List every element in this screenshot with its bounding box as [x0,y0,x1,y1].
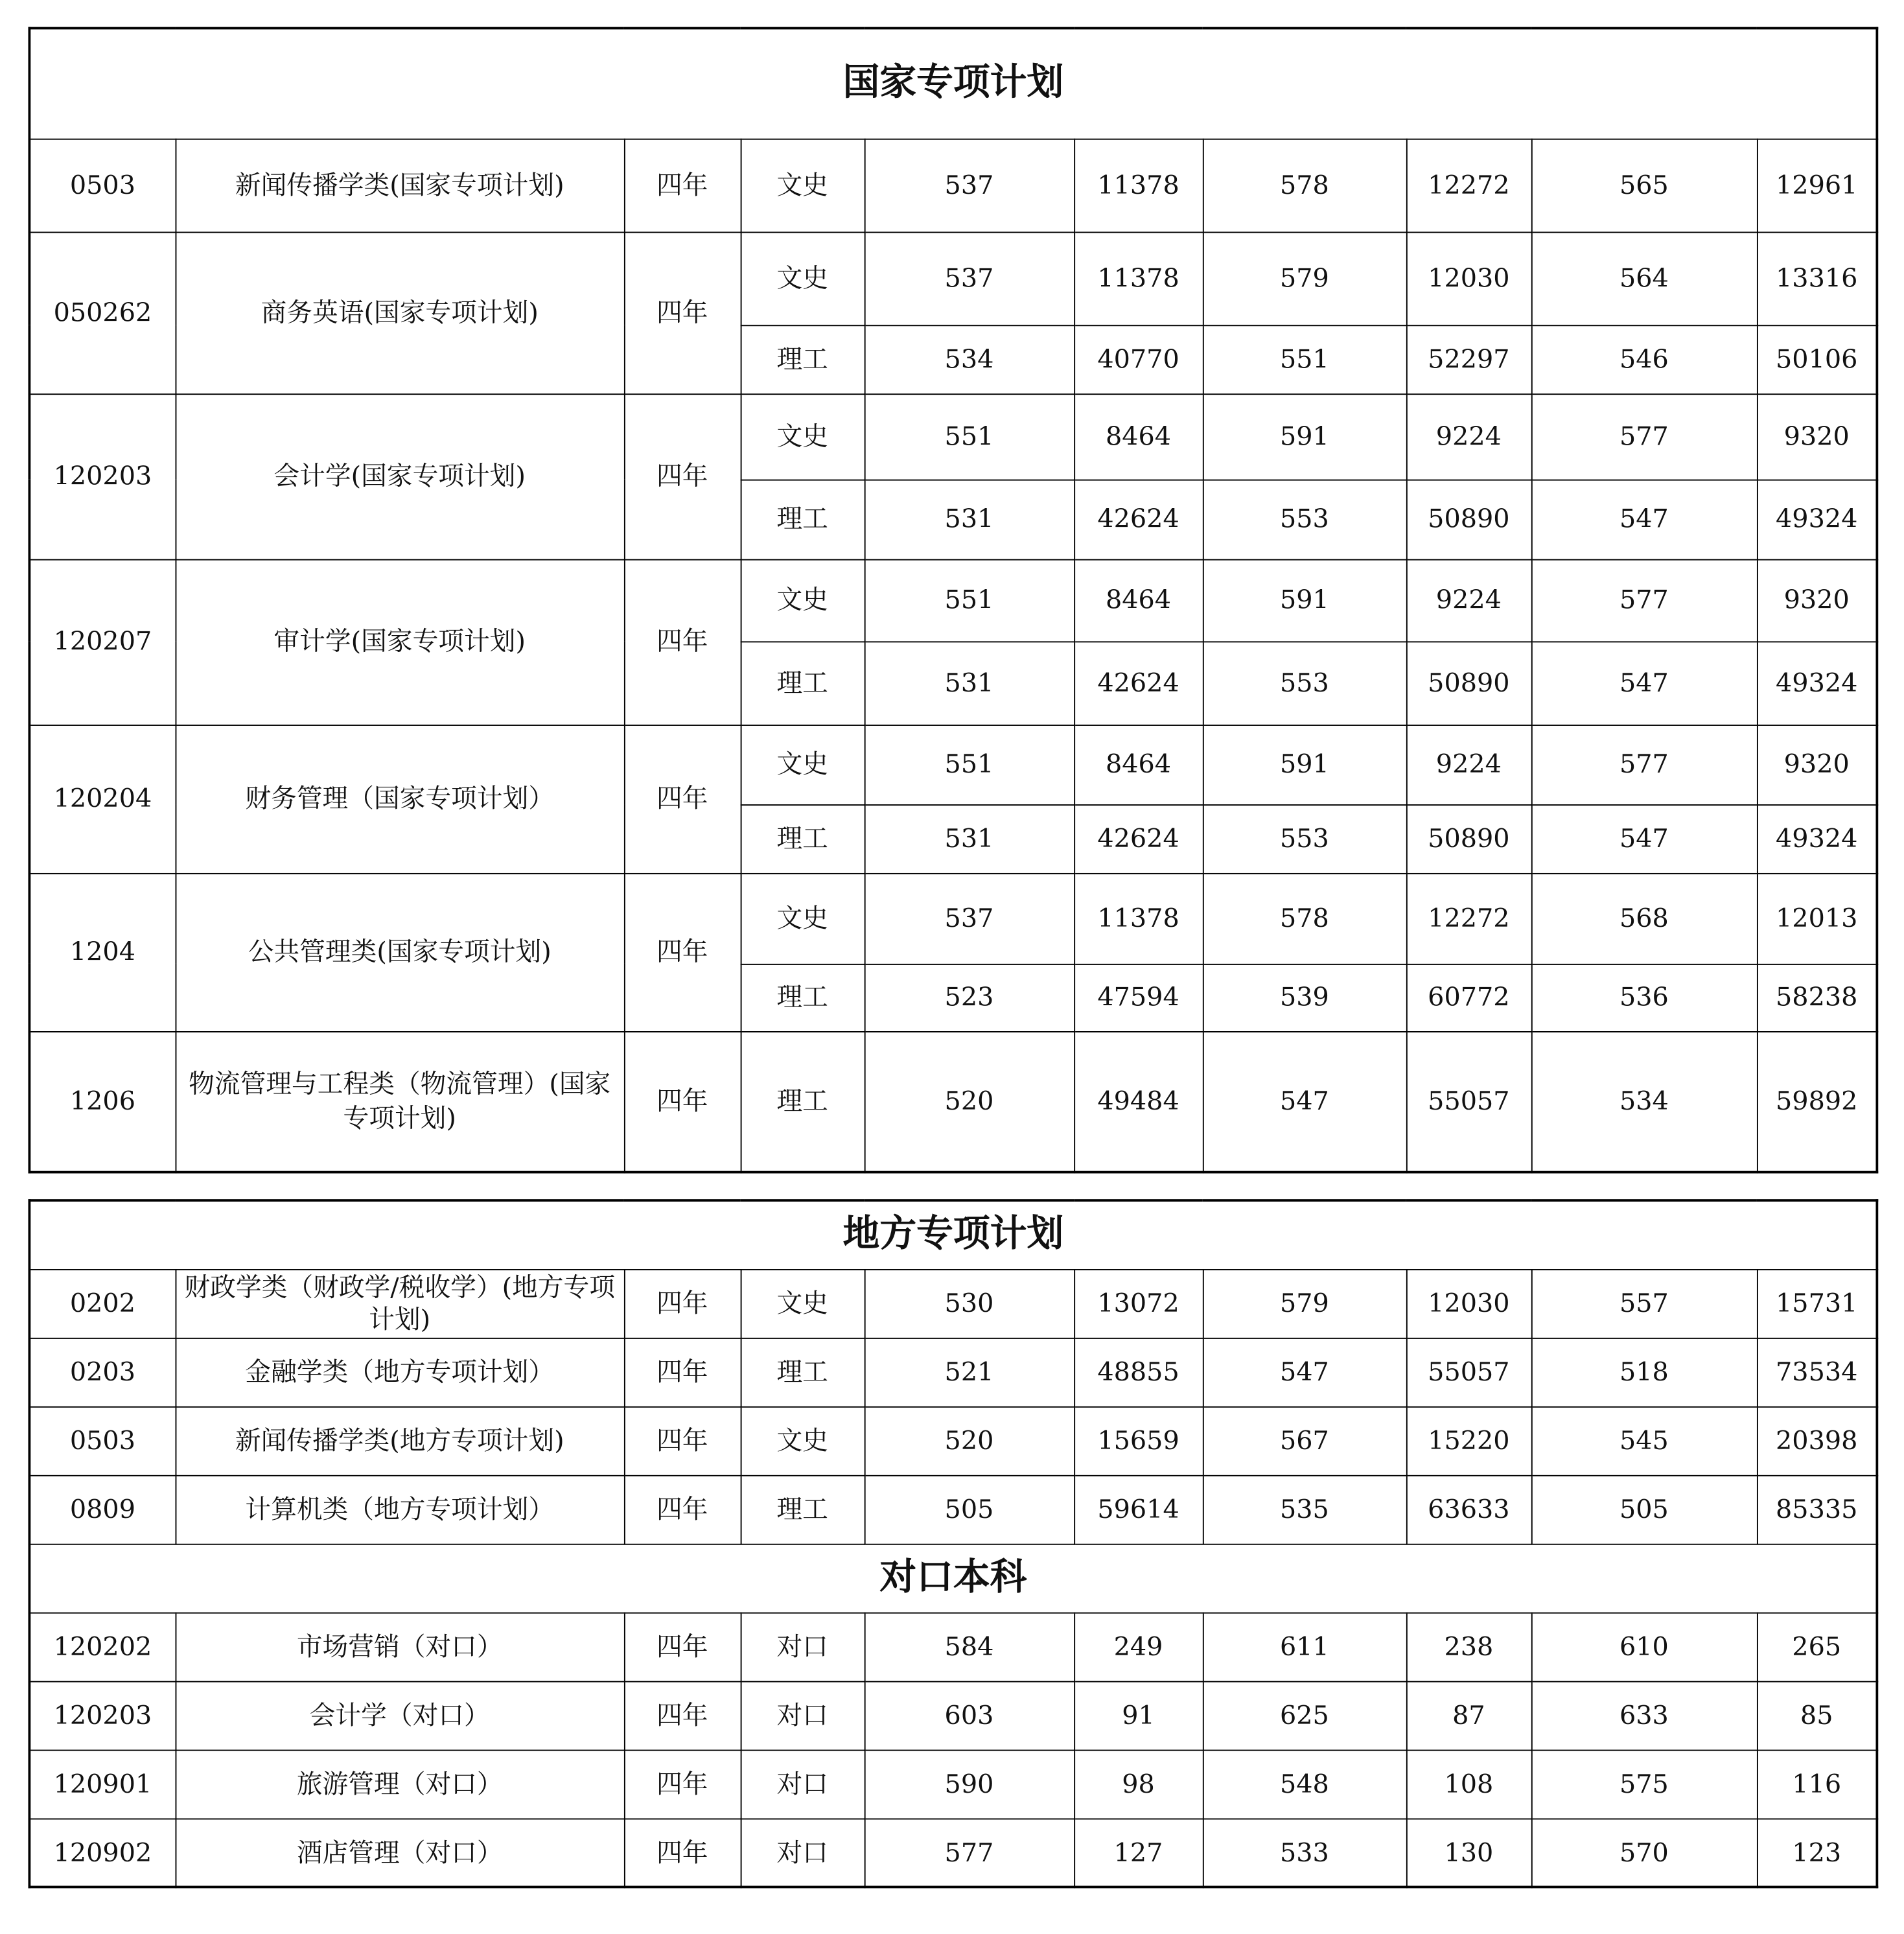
min-score: 530 [865,1269,1074,1338]
study-years: 四年 [624,1031,741,1172]
major-code: 120203 [29,393,175,559]
min-score: 565 [1531,139,1757,232]
table-row [29,1031,1877,1172]
section-title: 国家专项计划 [29,29,1877,139]
study-years: 四年 [624,725,741,873]
min-score: 537 [865,873,1074,964]
min-rank: 50106 [1757,325,1877,393]
min-score: 578 [1203,139,1406,232]
min-score: 531 [865,804,1074,873]
min-rank: 12030 [1406,232,1531,325]
local-title-row [29,1200,1877,1269]
major-code: 0503 [29,139,175,232]
subject-type: 理工 [741,641,865,725]
min-rank: 9320 [1757,725,1877,804]
subject-type: 文史 [741,232,865,325]
min-score: 546 [1531,325,1757,393]
min-score: 577 [1531,725,1757,804]
min-rank: 116 [1757,1750,1877,1819]
min-rank: 42624 [1074,641,1203,725]
min-score: 520 [865,1406,1074,1475]
min-rank: 13316 [1757,232,1877,325]
min-rank: 50890 [1406,641,1531,725]
min-rank: 60772 [1406,964,1531,1031]
min-rank: 50890 [1406,804,1531,873]
major-code: 120203 [29,1681,175,1750]
min-score: 579 [1203,232,1406,325]
min-score: 568 [1531,873,1757,964]
min-rank: 48855 [1074,1338,1203,1406]
min-score: 551 [1203,325,1406,393]
study-years: 四年 [624,1750,741,1819]
study-years: 四年 [624,232,741,394]
min-score: 570 [1531,1819,1757,1887]
national-special-plan-table [29,27,1879,1174]
major-name: 财政学类（财政学/税收学）(地方专项计划) [176,1269,624,1338]
min-score: 547 [1531,804,1757,873]
study-years: 四年 [624,873,741,1031]
min-rank: 12013 [1757,873,1877,964]
table-row [29,1475,1877,1544]
study-years: 四年 [624,393,741,559]
subject-type: 对口 [741,1681,865,1750]
subject-type: 文史 [741,873,865,964]
subject-type: 文史 [741,1269,865,1338]
min-rank: 63633 [1406,1475,1531,1544]
major-name: 旅游管理（对口） [176,1750,624,1819]
min-score: 591 [1203,393,1406,479]
min-score: 590 [865,1750,1074,1819]
min-score: 534 [865,325,1074,393]
major-code: 1206 [29,1031,175,1172]
section-title: 对口本科 [29,1544,1877,1613]
min-score: 557 [1531,1269,1757,1338]
min-score: 591 [1203,725,1406,804]
table-row [29,139,1877,232]
min-score: 603 [865,1681,1074,1750]
min-rank: 98 [1074,1750,1203,1819]
table-row [29,559,1877,642]
major-code: 120207 [29,559,175,725]
min-rank: 9320 [1757,559,1877,642]
major-name: 金融学类（地方专项计划） [176,1338,624,1406]
min-score: 534 [1531,1031,1757,1172]
subject-type: 对口 [741,1613,865,1681]
study-years: 四年 [624,1269,741,1338]
min-score: 518 [1531,1338,1757,1406]
min-score: 611 [1203,1613,1406,1681]
section-title: 地方专项计划 [29,1200,1877,1269]
table-row [29,1406,1877,1475]
study-years: 四年 [624,1338,741,1406]
min-rank: 11378 [1074,139,1203,232]
min-rank: 49324 [1757,641,1877,725]
min-rank: 42624 [1074,804,1203,873]
major-name: 酒店管理（对口） [176,1819,624,1887]
national-title-row [29,29,1877,139]
major-code: 0503 [29,1406,175,1475]
subject-type: 理工 [741,325,865,393]
major-name: 物流管理与工程类（物流管理）(国家专项计划) [176,1031,624,1172]
study-years: 四年 [624,139,741,232]
min-rank: 55057 [1406,1031,1531,1172]
major-code: 0202 [29,1269,175,1338]
min-rank: 108 [1406,1750,1531,1819]
min-score: 578 [1203,873,1406,964]
table-row [29,725,1877,804]
local-special-plan-table [29,1199,1879,1888]
major-code: 120204 [29,725,175,873]
table-row [29,1269,1877,1338]
min-score: 521 [865,1338,1074,1406]
subject-type: 理工 [741,804,865,873]
min-score: 591 [1203,559,1406,642]
min-rank: 52297 [1406,325,1531,393]
subject-type: 文史 [741,559,865,642]
min-rank: 127 [1074,1819,1203,1887]
min-score: 579 [1203,1269,1406,1338]
min-rank: 238 [1406,1613,1531,1681]
major-name: 商务英语(国家专项计划) [176,232,624,394]
major-code: 0203 [29,1338,175,1406]
subject-type: 对口 [741,1819,865,1887]
duikou-title-row [29,1544,1877,1613]
min-rank: 85335 [1757,1475,1877,1544]
min-rank: 59892 [1757,1031,1877,1172]
study-years: 四年 [624,1819,741,1887]
min-rank: 20398 [1757,1406,1877,1475]
major-code: 0809 [29,1475,175,1544]
min-score: 564 [1531,232,1757,325]
min-score: 625 [1203,1681,1406,1750]
table-row [29,232,1877,325]
min-score: 547 [1531,641,1757,725]
table-row [29,393,1877,479]
min-rank: 42624 [1074,480,1203,559]
min-score: 553 [1203,480,1406,559]
min-rank: 9224 [1406,559,1531,642]
min-score: 577 [1531,559,1757,642]
major-name: 计算机类（地方专项计划） [176,1475,624,1544]
table-row [29,1750,1877,1819]
subject-type: 理工 [741,480,865,559]
major-name: 市场营销（对口） [176,1613,624,1681]
min-score: 531 [865,641,1074,725]
major-name: 新闻传播学类(国家专项计划) [176,139,624,232]
min-rank: 8464 [1074,393,1203,479]
min-score: 537 [865,232,1074,325]
min-rank: 123 [1757,1819,1877,1887]
min-score: 536 [1531,964,1757,1031]
min-score: 533 [1203,1819,1406,1887]
min-rank: 87 [1406,1681,1531,1750]
min-rank: 265 [1757,1613,1877,1681]
major-code: 050262 [29,232,175,394]
min-rank: 73534 [1757,1338,1877,1406]
min-score: 577 [865,1819,1074,1887]
major-name: 会计学（对口） [176,1681,624,1750]
subject-type: 文史 [741,1406,865,1475]
min-rank: 15659 [1074,1406,1203,1475]
min-score: 551 [865,559,1074,642]
min-rank: 12961 [1757,139,1877,232]
study-years: 四年 [624,1475,741,1544]
major-name: 会计学(国家专项计划) [176,393,624,559]
min-score: 545 [1531,1406,1757,1475]
min-rank: 9224 [1406,725,1531,804]
min-rank: 50890 [1406,480,1531,559]
min-score: 523 [865,964,1074,1031]
min-score: 505 [1531,1475,1757,1544]
min-score: 575 [1531,1750,1757,1819]
major-name: 审计学(国家专项计划) [176,559,624,725]
min-score: 531 [865,480,1074,559]
study-years: 四年 [624,1613,741,1681]
table-row [29,1681,1877,1750]
min-score: 553 [1203,641,1406,725]
min-score: 520 [865,1031,1074,1172]
major-code: 120202 [29,1613,175,1681]
subject-type: 理工 [741,1338,865,1406]
min-rank: 8464 [1074,725,1203,804]
study-years: 四年 [624,1681,741,1750]
min-score: 505 [865,1475,1074,1544]
min-score: 548 [1203,1750,1406,1819]
min-score: 567 [1203,1406,1406,1475]
min-rank: 15220 [1406,1406,1531,1475]
min-score: 551 [865,393,1074,479]
major-code: 120901 [29,1750,175,1819]
study-years: 四年 [624,1406,741,1475]
min-score: 553 [1203,804,1406,873]
min-rank: 11378 [1074,232,1203,325]
min-rank: 249 [1074,1613,1203,1681]
min-score: 539 [1203,964,1406,1031]
min-rank: 11378 [1074,873,1203,964]
subject-type: 理工 [741,1475,865,1544]
major-name: 公共管理类(国家专项计划) [176,873,624,1031]
table-row [29,873,1877,964]
min-rank: 40770 [1074,325,1203,393]
min-rank: 15731 [1757,1269,1877,1338]
min-score: 610 [1531,1613,1757,1681]
min-score: 537 [865,139,1074,232]
subject-type: 文史 [741,139,865,232]
min-score: 551 [865,725,1074,804]
min-rank: 55057 [1406,1338,1531,1406]
min-rank: 12272 [1406,139,1531,232]
subject-type: 文史 [741,393,865,479]
min-rank: 91 [1074,1681,1203,1750]
major-code: 120902 [29,1819,175,1887]
min-score: 535 [1203,1475,1406,1544]
min-rank: 12030 [1406,1269,1531,1338]
min-rank: 9320 [1757,393,1877,479]
min-score: 577 [1531,393,1757,479]
min-rank: 8464 [1074,559,1203,642]
min-rank: 13072 [1074,1269,1203,1338]
min-rank: 85 [1757,1681,1877,1750]
min-rank: 58238 [1757,964,1877,1031]
min-rank: 49324 [1757,804,1877,873]
min-score: 633 [1531,1681,1757,1750]
subject-type: 对口 [741,1750,865,1819]
min-rank: 59614 [1074,1475,1203,1544]
subject-type: 理工 [741,1031,865,1172]
min-rank: 49324 [1757,480,1877,559]
major-name: 财务管理（国家专项计划） [176,725,624,873]
major-name: 新闻传播学类(地方专项计划) [176,1406,624,1475]
table-row [29,1819,1877,1887]
min-score: 547 [1531,480,1757,559]
study-years: 四年 [624,559,741,725]
min-rank: 47594 [1074,964,1203,1031]
major-code: 1204 [29,873,175,1031]
table-row [29,1338,1877,1406]
min-score: 547 [1203,1031,1406,1172]
subject-type: 理工 [741,964,865,1031]
min-rank: 130 [1406,1819,1531,1887]
min-rank: 9224 [1406,393,1531,479]
table-row [29,1613,1877,1681]
min-score: 547 [1203,1338,1406,1406]
min-score: 584 [865,1613,1074,1681]
min-rank: 49484 [1074,1031,1203,1172]
subject-type: 文史 [741,725,865,804]
min-rank: 12272 [1406,873,1531,964]
